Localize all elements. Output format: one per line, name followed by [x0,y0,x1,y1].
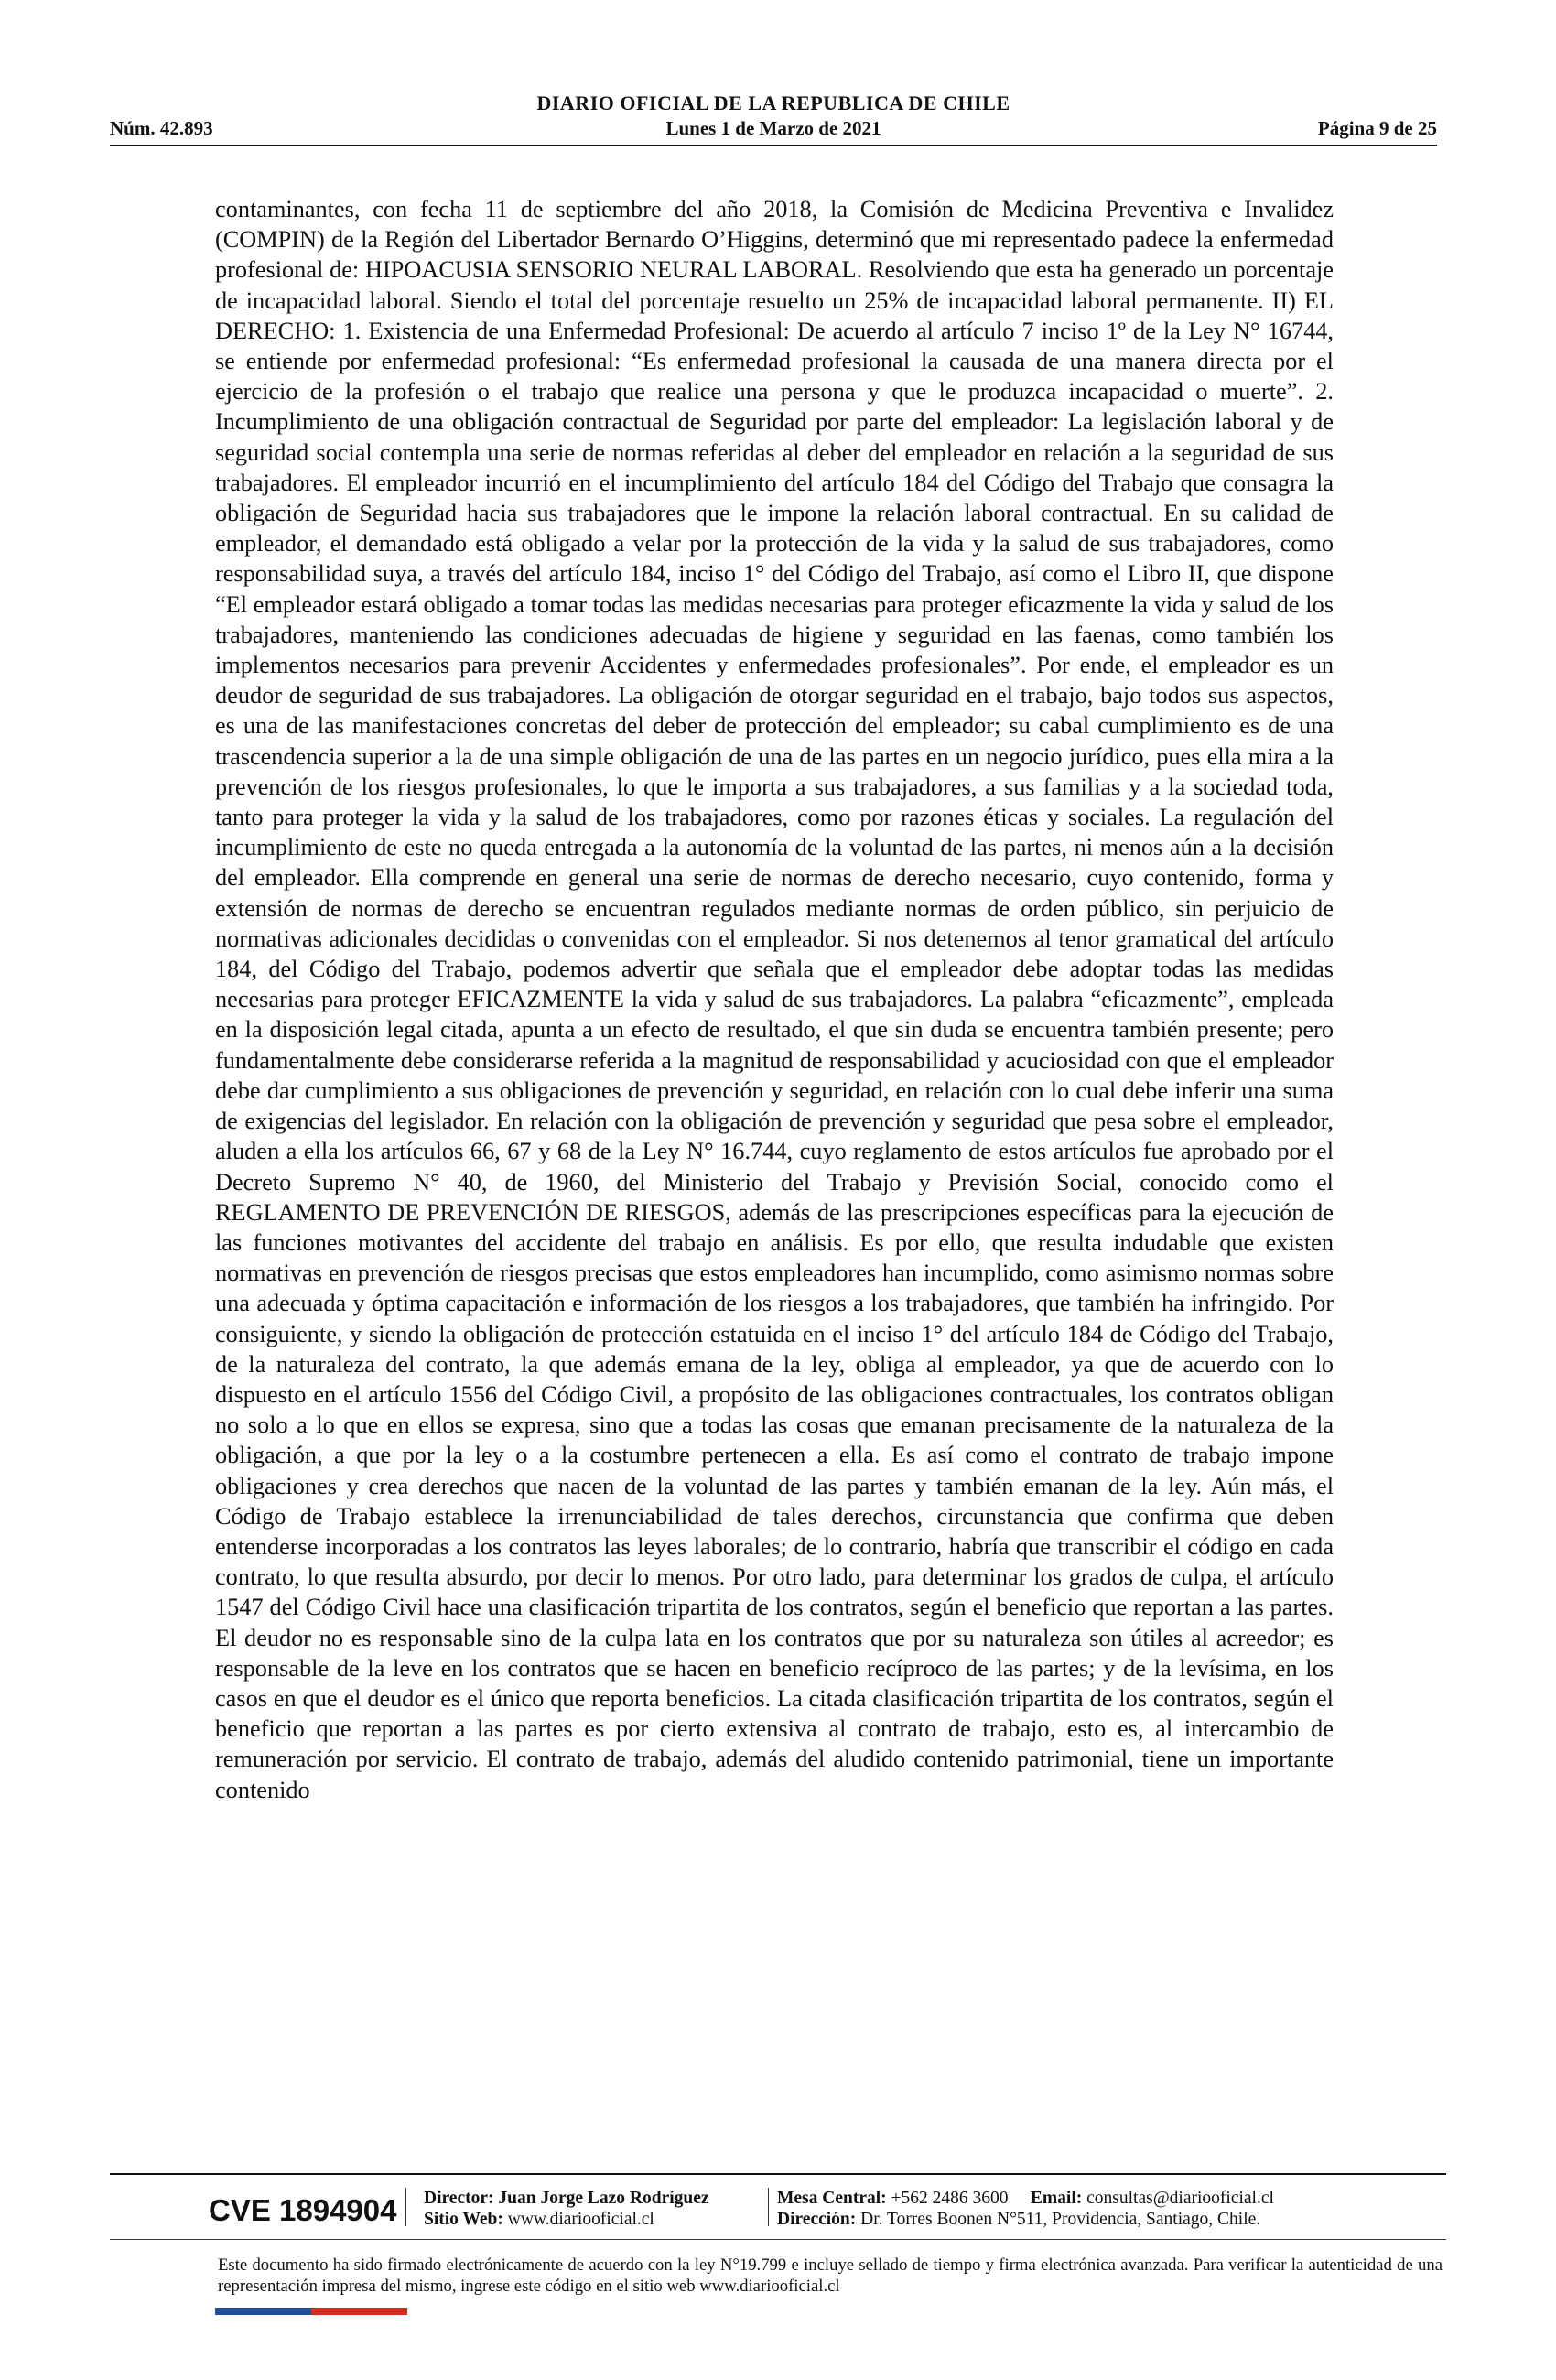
body-paragraph: contaminantes, con fecha 11 de septiembre del año 2018, la Comisión de Medicina Preventiva e Invalidez (COMPIN) de la Región del Libertador Bernardo O’Higgins, determinó que mi representado padece la enfermedad profesional de: HIPOACUSIA SENSORIO NEURAL LABORAL. Resolviendo que esta ha generado un porcentaje de incapacidad laboral. Siendo el total del porcentaje resuelto un 25% de incapacidad laboral permanente. II) EL DERECHO: 1. Existencia de una Enfermedad Profesional: De acuerdo al artículo 7 inciso 1º de la Ley N° 16744, se entiende por enfermedad profesional: “Es enfermedad profesional la causada de una manera directa por el ejercicio de la profesión o el trabajo que realice una persona y que le produzca incapacidad o muerte”. 2. Incumplimiento de una obligación contractual de Seguridad por parte del empleador: La legislación laboral y de seguridad social contempla una serie de normas referidas al deber del empleador en relación a la seguridad de sus trabajadores. El empleador incurrió en el incumplimiento del artículo 184 del Código del Trabajo que consagra la obligación de Seguridad hacia sus trabajadores que le impone la relación laboral contractual. En su calidad de empleador, el demandado está obligado a velar por la protección de la vida y la salud de sus trabajadores, como responsabilidad suya, a través del artículo 184, inciso 1° del Código del Trabajo, así como el Libro II, que dispone “El empleador estará obligado a tomar todas las medidas necesarias para proteger eficazmente la vida y salud de los trabajadores, manteniendo las condiciones adecuadas de higiene y seguridad en las faenas, como también los implementos necesarios para prevenir Accidentes y enfermedades profesionales”. Por ende, el empleador es un deudor de seguridad de sus trabajadores. La obligación de otorgar seguridad en el trabajo, bajo todos sus aspectos, es una de las manifestaciones concretas del deber de protección del empleador; su cabal cumplimiento es de una trascendencia superior a la de una simple obligación de una de las partes en un negocio jurídico, pues ella mira a la prevención de los riesgos profesionales, lo que le importa a sus trabajadores, a sus familias y a la sociedad toda, tanto para proteger la vida y la salud de los trabajadores, como por razones éticas y sociales. La regulación del incumplimiento de este no queda entregada a la autonomía de la voluntad de las partes, ni menos aún a la decisión del empleador. Ella comprende en general una serie de normas de derecho necesario, cuyo contenido, forma y extensión de normas de derecho se encuentran regulados mediante normas de orden público, sin perjuicio de normativas adicionales decididas o convenidas con el empleador. Si nos detenemos al tenor gramatical del artículo 184, del Código del Trabajo, podemos advertir que señala que el empleador debe adoptar todas las medidas necesarias para proteger EFICAZMENTE la vida y salud de sus trabajadores. La palabra “eficazmente”, empleada en la disposición legal citada, apunta a un efecto de resultado, el que sin duda se encuentra también presente; pero fundamentalmente debe considerarse referida a la magnitud de responsabilidad y acuciosidad con que el empleador debe dar cumplimiento a sus obligaciones de prevención y seguridad, en relación con lo cual debe inferir una suma de exigencias del legislador. En relación con la obligación de prevención y seguridad que pesa sobre el empleador, aluden a ella los artículos 66, 67 y 68 de la Ley N° 16.744, cuyo reglamento de estos artículos fue aprobado por el Decreto Supremo N° 40, de 1960, del Ministerio del Trabajo y Previsión Social, conocido como el REGLAMENTO DE PREVENCIÓN DE RIESGOS, además de las prescripciones específicas para la ejecución de las funciones motivantes del accidente del trabajo en análisis. Es por ello, que resulta indudable que existen normativas en prevención de riesgos precisas que estos empleadores han incumplido, como asimismo normas sobre una adecuada y óptima capacitación e información de los riesgos a los trabajadores, que también ha infringido. Por consiguiente, y siendo la obligación de protección estatuida en el inciso 1° del artículo 184 de Código del Trabajo, de la naturaleza del contrato, la que además emana de la ley, obliga al empleador, ya que de acuerdo con lo dispuesto en el artículo 1556 del Código Civil, a propósito de las obligaciones contractuales, los contratos obligan no solo a lo que en ellos se expresa, sino que a todas las cosas que emanan precisamente de la naturaleza de la obligación, a que por la ley o a la costumbre pertenecen a ella. Es así como el contrato de trabajo impone obligaciones y crea derechos que nacen de la voluntad de las partes y también emanan de la ley. Aún más, el Código de Trabajo establece la irrenunciabilidad de tales derechos, circunstancia que confirma que deben entenderse incorporadas a los contratos las leyes laborales; de lo contrario, habría que transcribir el código en cada contrato, lo que resulta absurdo, por decir lo menos. Por otro lado, para determinar los grados de culpa, el artículo 1547 del Código Civil hace una clasificación tripartita de los contratos, según el beneficio que reportan a las partes. El deudor no es responsable sino de la culpa lata en los contratos que por su naturaleza son útiles al acreedor; es responsable de la leve en los contratos que se hacen en beneficio recíproco de las partes; y de la levísima, en los casos en que el deudor es el único que reporta beneficios. La citada clasificación tripartita de los contratos, según el beneficio que reportan a las partes es por cierto extensiva al contrato de trabajo, esto es, al intercambio de remuneración por servicio. El contrato de trabajo, además del aludido contenido patrimonial, tiene un importante contenido [215,196,1334,1803]
flag-red-segment [311,2308,407,2315]
header-divider [110,145,1437,146]
website-link[interactable]: www.diariooficial.cl [507,2210,654,2229]
page-header [110,92,1437,146]
issue-date: Lunes 1 de Marzo de 2021 [665,117,881,139]
website-label: Sitio Web: [424,2210,503,2229]
phone-label: Mesa Central: [777,2189,887,2208]
email-link[interactable]: consultas@diariooficial.cl [1086,2189,1274,2208]
chile-flag-stripe [215,2308,407,2315]
footer-contact-block [777,2188,1274,2230]
address-text: Dr. Torres Boonen N°511, Providencia, Santiago, Chile. [860,2210,1261,2229]
signature-disclaimer: Este documento ha sido firmado electrónicamente de acuerdo con la ley N°19.799 e incluye sellado de tiempo y firma electrónica avanzada. Para verificar la autenticidad de una representación impresa del mismo, ingrese este código en el sitio web www.diariooficial.cl [218,2256,1443,2296]
newspaper-title: DIARIO OFICIAL DE LA REPUBLICA DE CHILE [536,92,1010,114]
flag-blue-segment [215,2308,311,2315]
phone-number: +562 2486 3600 [891,2189,1009,2208]
footer-separator [405,2188,406,2226]
page-footer [110,2173,1446,2297]
issue-number: Núm. 42.893 [110,117,213,139]
email-label: Email: [1030,2189,1083,2208]
director-label: Director: [424,2189,494,2208]
footer-mid-divider [110,2239,1446,2240]
address-label: Dirección: [777,2210,857,2229]
cve-code: CVE 1894904 [209,2193,397,2227]
footer-separator [768,2188,769,2226]
page-number: Página 9 de 25 [1317,117,1437,139]
footer-director-block [424,2188,709,2230]
header-meta-row [110,115,1437,143]
director-name: Juan Jorge Lazo Rodríguez [498,2189,709,2208]
footer-info-band [110,2175,1446,2239]
